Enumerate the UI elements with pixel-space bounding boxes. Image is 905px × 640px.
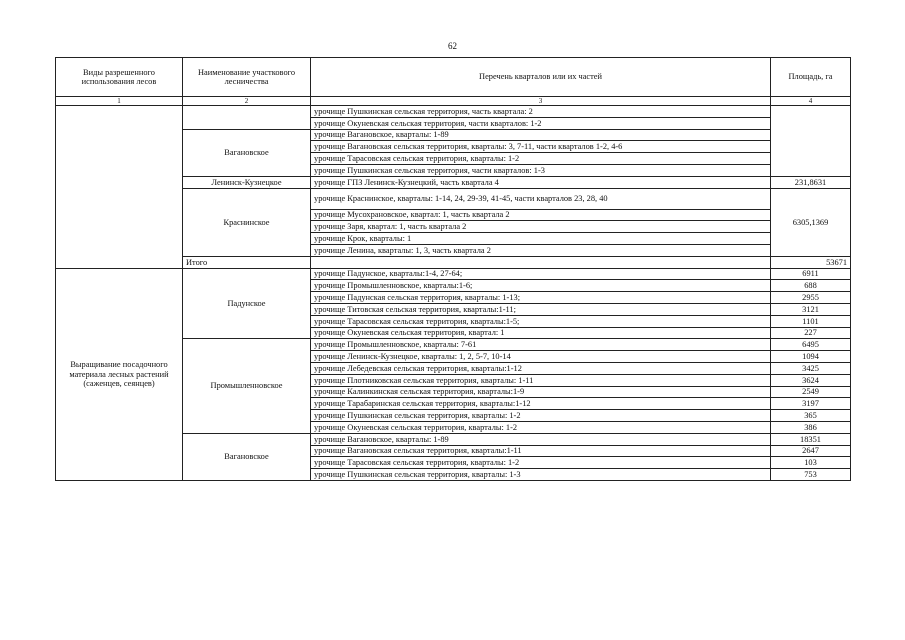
quarters-cell: урочище Тарасовская сельская территория, кварталы: 1-2 [311, 457, 771, 469]
forestry-cell [183, 106, 311, 130]
use-type-cell [56, 106, 183, 269]
quarters-cell: урочище Ленина, кварталы: 1, 3, часть квартала 2 [311, 244, 771, 256]
quarters-cell: урочище Плотниковская сельская территория, кварталы: 1-11 [311, 374, 771, 386]
header-quarters: Перечень кварталов или их частей [311, 58, 771, 97]
area-cell: 688 [771, 280, 851, 292]
quarters-cell: урочище Промышленновское, кварталы:1-6; [311, 280, 771, 292]
quarters-cell: урочище Краснинское, кварталы: 1-14, 24, 29-39, 41-45, части кварталов 23, 28, 40 [311, 188, 771, 209]
area-cell: 6495 [771, 339, 851, 351]
quarters-cell: урочище Пушкинская сельская территория, кварталы: 1-3 [311, 469, 771, 481]
table-row [56, 268, 851, 280]
header-number: 2 [183, 97, 311, 106]
quarters-cell: урочище Падунская сельская территория, кварталы: 1-13; [311, 292, 771, 304]
header-number: 1 [56, 97, 183, 106]
quarters-cell: урочище Вагановское, кварталы: 1-89 [311, 129, 771, 141]
table-row [56, 106, 851, 118]
area-cell: 2549 [771, 386, 851, 398]
forestry-cell: Краснинское [183, 188, 311, 256]
quarters-cell: урочище ГПЗ Ленинск-Кузнецкий, часть квартала 4 [311, 176, 771, 188]
header-number: 4 [771, 97, 851, 106]
quarters-cell: урочище Мусохрановское, квартал: 1, часть квартала 2 [311, 209, 771, 221]
header-number: 3 [311, 97, 771, 106]
area-cell: 753 [771, 469, 851, 481]
area-cell: 2647 [771, 445, 851, 457]
quarters-cell: урочище Калинкинская сельская территория, кварталы:1-9 [311, 386, 771, 398]
area-cell: 18351 [771, 433, 851, 445]
forestry-cell: Вагановское [183, 433, 311, 480]
quarters-cell: урочище Ленинск-Кузнецкое, кварталы: 1, 2, 5-7, 10-14 [311, 351, 771, 363]
page-number: 62 [448, 41, 457, 51]
header-row [56, 58, 851, 97]
quarters-cell: урочище Лебедевская сельская территория, кварталы:1-12 [311, 362, 771, 374]
quarters-cell: урочище Окуневская сельская территория, кварталы: 1-2 [311, 421, 771, 433]
total-label: Итого [183, 256, 311, 268]
area-cell: 2955 [771, 292, 851, 304]
area-cell: 6305,1369 [771, 188, 851, 256]
quarters-cell [311, 256, 771, 268]
area-cell: 6911 [771, 268, 851, 280]
forestry-cell: Падунское [183, 268, 311, 339]
forestry-cell: Вагановское [183, 129, 311, 176]
forest-use-table [55, 57, 851, 481]
area-cell: 1101 [771, 315, 851, 327]
quarters-cell: урочище Тарасовская сельская территория, кварталы:1-5; [311, 315, 771, 327]
use-type-cell: Выращивание посадочного материала лесных растений (саженцев, сеянцев) [56, 268, 183, 480]
area-cell [771, 106, 851, 177]
forestry-cell: Промышленновское [183, 339, 311, 433]
area-cell: 1094 [771, 351, 851, 363]
header-use-type: Виды разрешенного использования лесов [56, 58, 183, 97]
quarters-cell: урочище Вагановское, кварталы: 1-89 [311, 433, 771, 445]
area-cell: 3121 [771, 303, 851, 315]
area-cell: 365 [771, 410, 851, 422]
quarters-cell: урочище Пушкинская сельская территория, кварталы: 1-2 [311, 410, 771, 422]
quarters-cell: урочище Окуневская сельская территория, части кварталов: 1-2 [311, 117, 771, 129]
quarters-cell: урочище Вагановская сельская территория, кварталы: 3, 7-11, части кварталов 1-2, 4-6 [311, 141, 771, 153]
quarters-cell: урочище Вагановская сельская территория, кварталы:1-11 [311, 445, 771, 457]
area-cell: 3624 [771, 374, 851, 386]
header-number-row [56, 97, 851, 106]
area-cell: 103 [771, 457, 851, 469]
area-cell: 3425 [771, 362, 851, 374]
quarters-cell: урочище Окуневская сельская территория, квартал: 1 [311, 327, 771, 339]
quarters-cell: урочище Титовская сельская территория, кварталы:1-11; [311, 303, 771, 315]
total-value: 53671 [771, 256, 851, 268]
header-area: Площадь, га [771, 58, 851, 97]
header-forestry: Наименование участкового лесничества [183, 58, 311, 97]
quarters-cell: урочище Тарабаринская сельская территория, кварталы:1-12 [311, 398, 771, 410]
area-cell: 386 [771, 421, 851, 433]
area-cell: 3197 [771, 398, 851, 410]
quarters-cell: урочище Заря, квартал: 1, часть квартала 2 [311, 221, 771, 233]
quarters-cell: урочище Тарасовская сельская территория, кварталы: 1-2 [311, 153, 771, 165]
quarters-cell: урочище Падунское, кварталы:1-4, 27-64; [311, 268, 771, 280]
quarters-cell: урочище Пушкинская сельская территория, часть квартала: 2 [311, 106, 771, 118]
forestry-cell: Ленинск-Кузнецкое [183, 176, 311, 188]
area-cell: 227 [771, 327, 851, 339]
area-cell: 231,8631 [771, 176, 851, 188]
quarters-cell: урочище Крок, кварталы: 1 [311, 233, 771, 245]
quarters-cell: урочище Промышленновское, кварталы: 7-61 [311, 339, 771, 351]
quarters-cell: урочище Пушкинская сельская территория, части кварталов: 1-3 [311, 164, 771, 176]
